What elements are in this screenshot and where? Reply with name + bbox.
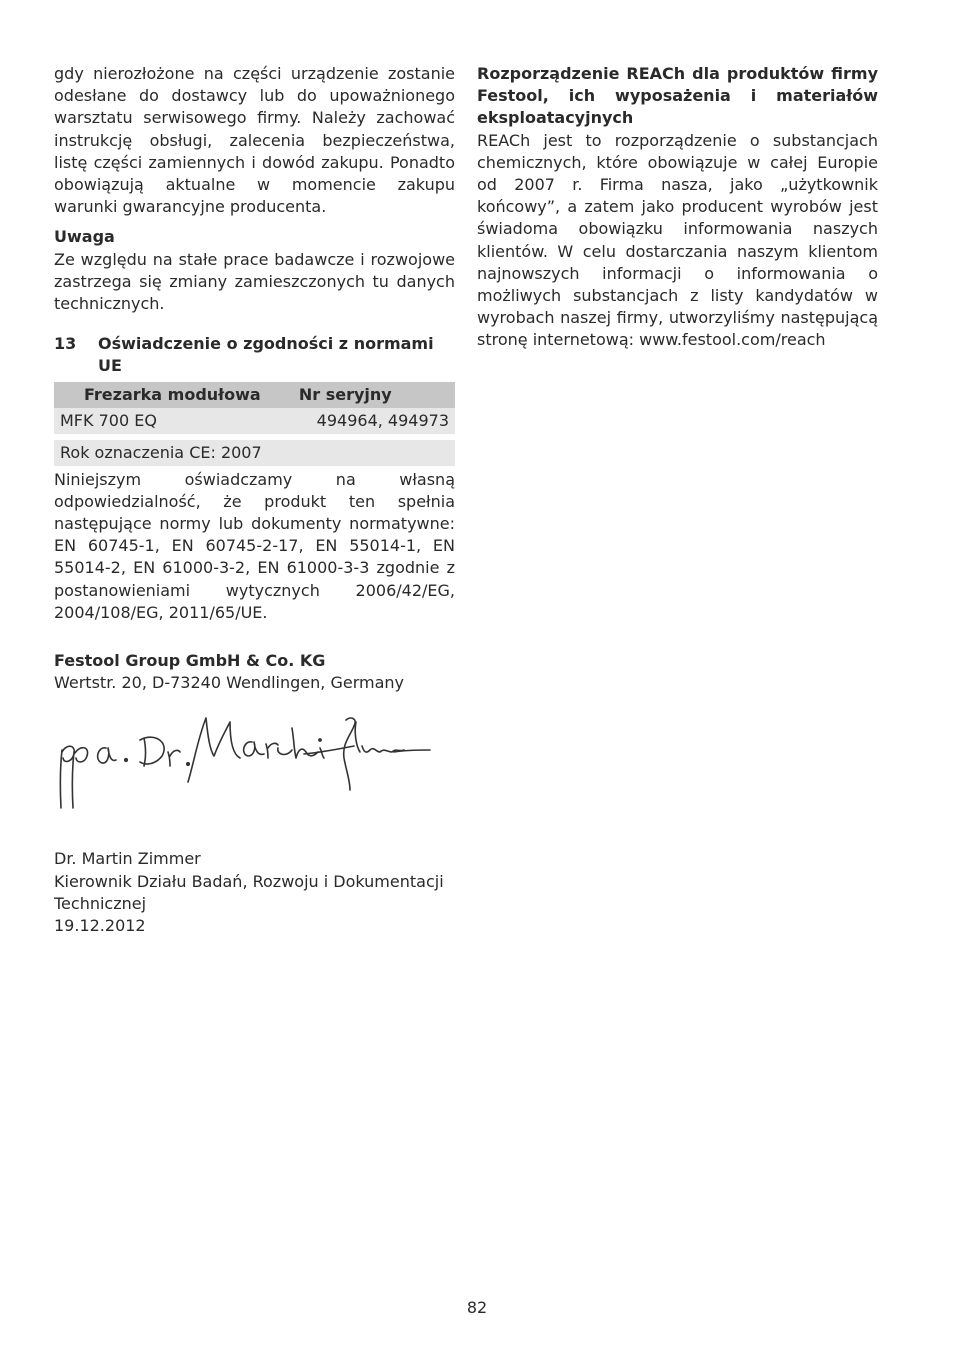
- reach-heading: Rozporządzenie REACh dla produktów firmy Festool, ich wyposażenia i materiałów eksploatacyjnych: [477, 64, 878, 128]
- signer-title: Kierownik Działu Badań, Rozwoju i Dokumentacji Technicznej: [54, 871, 444, 913]
- table-header-row: [54, 382, 455, 408]
- uwaga-text: Ze względu na stałe prace badawcze i rozwojowe zastrzega się zmiany zamieszczonych tu danych technicznych.: [54, 249, 455, 314]
- table-header-model: Frezarka modułowa: [54, 382, 293, 408]
- table-cell-ce-year: Rok oznaczenia CE: 2007: [54, 440, 455, 466]
- table-row: [54, 440, 455, 466]
- company-name: Festool Group GmbH & Co. KG: [54, 651, 326, 671]
- signature-date: 19.12.2012: [54, 916, 146, 936]
- table-row: [54, 408, 455, 434]
- company-address: Wertstr. 20, D-73240 Wendlingen, Germany: [54, 673, 404, 693]
- conformity-table: [54, 382, 455, 466]
- right-column: [477, 63, 878, 352]
- uwaga-heading: Uwaga: [54, 227, 115, 247]
- page-number: 82: [466, 1298, 488, 1317]
- table-cell-model: MFK 700 EQ: [54, 408, 293, 434]
- signer-name: Dr. Martin Zimmer: [54, 849, 201, 869]
- declaration-paragraph: Niniejszym oświadczamy na własną odpowiedzialność, że produkt ten spełnia następujące normy lub dokumenty normatywne: EN 60745-1, EN 60745-2-17, EN 55014-1, EN 55014-2, EN 61000-3-2, EN 61000-3-3 zgodnie z postanowieniami wytycznych 2006/42/EG, 2004/108/EG, 2011/65/UE.: [54, 469, 455, 622]
- warranty-paragraph: gdy nierozłożone na części urządzenie zostanie odesłane do dostawcy lub do upoważnionego warsztatu serwisowego firmy. Należy zachować instrukcję obsługi, zalecenia bezpieczeństwa, listę części zamiennych i dowód zakupu. Ponadto obowiązują aktualne w momencie zakupu warunki gwarancyjne producenta.: [54, 64, 455, 217]
- left-column: [54, 63, 455, 937]
- table-cell-serial: 494964, 494973: [293, 408, 455, 434]
- section-title: [54, 333, 455, 377]
- section-number: 13: [54, 334, 77, 354]
- table-header-serial: Nr seryjny: [293, 382, 455, 408]
- reach-text: REACh jest to rozporządzenie o substancjach chemicznych, które obowiązuje w całej Europie od 2007 r. Firma nasza, jako „użytkownik końcowy”, a zatem jako producent wyrobów jest świadoma obowiązku informowania naszych klientów. W celu dostarczania naszym klientom najnowszych informacji o informowania o możliwych substancjach z listy kandydatów w wyrobach naszej firmy, utworzyliśmy następującą stronę internetową: www.festool.com/reach: [477, 130, 878, 350]
- signature-image: [54, 708, 434, 818]
- section-title-text: Oświadczenie o zgodności z normami UE: [98, 334, 434, 376]
